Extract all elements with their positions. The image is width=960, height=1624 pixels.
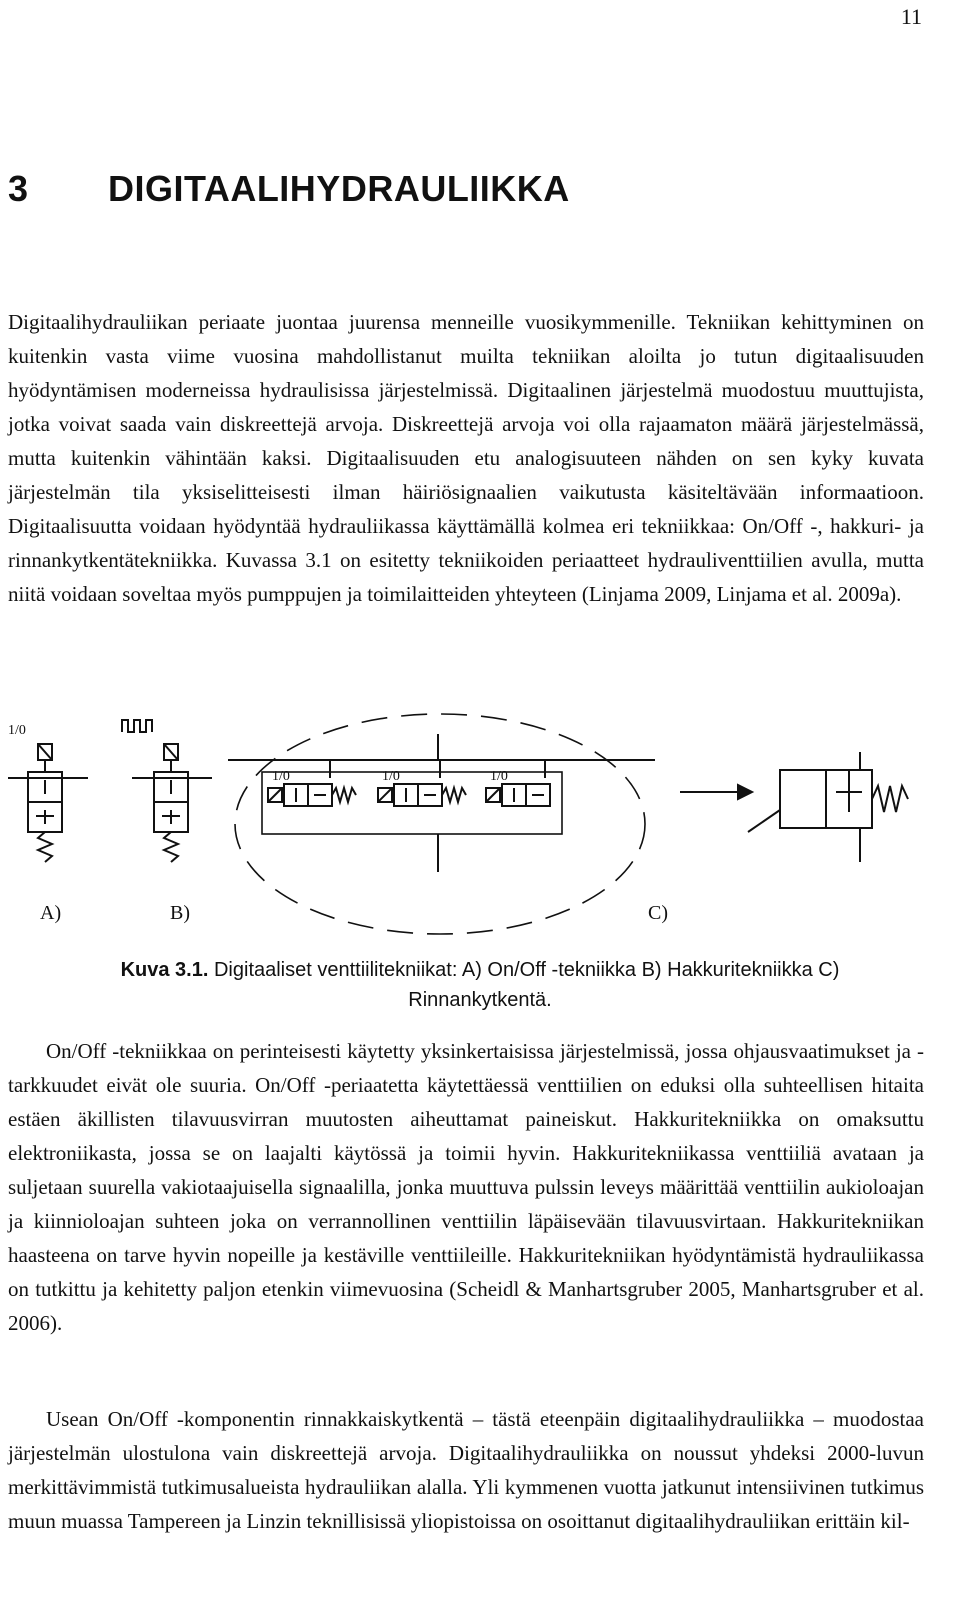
valve-label-3: 1/0 <box>490 769 508 784</box>
figure-drawing <box>0 712 960 942</box>
chapter-heading <box>8 168 570 210</box>
proportional-valve-symbol <box>748 752 908 862</box>
paragraph-intro: Digitaalihydrauliikan periaate juontaa juurensa menneille vuosikymmenille. Tekniikan kehittyminen on kuitenkin vasta viime vuosina mahdollistanut muilta tekniikan aloilta jo tutun digitaalisuuden hyödyntämisen moderneissa hydraulisissa järjestelmissä. Digitaalinen järjestelmä muodostuu muuttujista, jotka voivat saada vain diskreettejä arvoja. Diskreettejä arvoja voi olla rajaamaton määrä järjestelmässä, mutta kuitenkin vähintään kaksi. Digitaalisuuden etu analogisuuteen nähden on sen kyky kuvata järjestelmän tila yksiselitteisesti ilman häiriösignaalien vaikutusta käsiteltävään informaatioon. Digitaalisuutta voidaan hyödyntää hydrauliikassa käyttämällä kolmea eri tekniikkaa: On/Off -, hakkuri- ja rinnankytkentätekniikka. Kuvassa 3.1 on esitetty tekniikoiden periaatteet hydrauliventtiilien avulla, mutta niitä voidaan soveltaa myös pumppujen ja toimilaitteiden yhteyteen (Linjama 2009, Linjama et al. 2009a). <box>8 310 924 606</box>
panel-label-c: C) <box>648 902 668 924</box>
panel-label-b: B) <box>170 902 190 924</box>
panel-label-a: A) <box>40 902 62 924</box>
parallel-valve-bank <box>228 734 655 872</box>
pwm-valve-symbol <box>122 720 212 862</box>
figure-caption <box>60 955 900 1015</box>
paragraph-parallel: Usean On/Off -komponentin rinnakkaiskytkentä – tästä eteenpäin digitaalihydrauliikka – muodostaa järjestelmän ulostulona vain diskreettejä arvoja. Digitaalihydrauliikka on noussut yhdeksi 2000-luvun merkittävimmistä tutkimusalueista hydrauliikan alalla. Yli kymmenen vuotta jatkunut intensiivinen tutkimus muun muassa Tampereen ja Linzin teknillisissä yliopistoissa on osoittanut digitaalihydrauliikan erittäin kil- <box>8 1407 924 1533</box>
page-number: 11 <box>900 4 922 29</box>
chapter-title: DIGITAALIHYDRAULIIKKA <box>108 168 570 209</box>
paragraph-techniques: On/Off -tekniikkaa on perinteisesti käytetty yksinkertaisissa järjestelmissä, jossa ohjausvaatimukset ja -tarkkuudet eivät ole suuria. On/Off -periaatetta käytettäessä venttiilien on eduksi olla suhteellisen hitaita estäen äkillisten tilavuusvirran muutosten aiheuttamat paineiskut. Hakkuritekniikka on omaksuttu elektroniikasta, jossa se on laajalti käytössä ja toimii hyvin. Hakkuritekniikassa venttiiliä avataan ja suljetaan suurella vakiotaajuisella signaalilla, jonka muuttuva pulssin leveys määrittää venttiilin aukioloajan ja kiinnioloajan suhteen joka on verrannollinen venttiilin läpäisevään tilavuusvirtaan. Hakkuritekniikan haasteena on tarve hyvin nopeille ja kestäville venttiileille. Hakkuritekniikan hyödyntämistä hydrauliikassa on tutkittu ja kehitetty paljon etenkin viimevuosina (Scheidl & Manhartsgruber 2005, Manhartsgruber et al. 2006). <box>8 1039 924 1335</box>
chapter-number: 3 <box>8 168 29 209</box>
valve-label-2: 1/0 <box>382 769 400 784</box>
signal-label-a: 1/0 <box>8 723 26 738</box>
onoff-valve-symbol <box>8 723 88 862</box>
valve-label-1: 1/0 <box>272 769 290 784</box>
equivalence-arrow <box>680 785 752 799</box>
parallel-group-ellipse <box>235 714 645 934</box>
pwm-signal-icon <box>122 720 152 732</box>
figure-valve-techniques <box>0 712 960 942</box>
caption-label: Kuva 3.1. <box>120 959 209 981</box>
caption-text: Digitaaliset venttiilitekniikat: A) On/Off -tekniikka B) Hakkuritekniikka C) Rinnankytkentä. <box>213 959 840 1011</box>
